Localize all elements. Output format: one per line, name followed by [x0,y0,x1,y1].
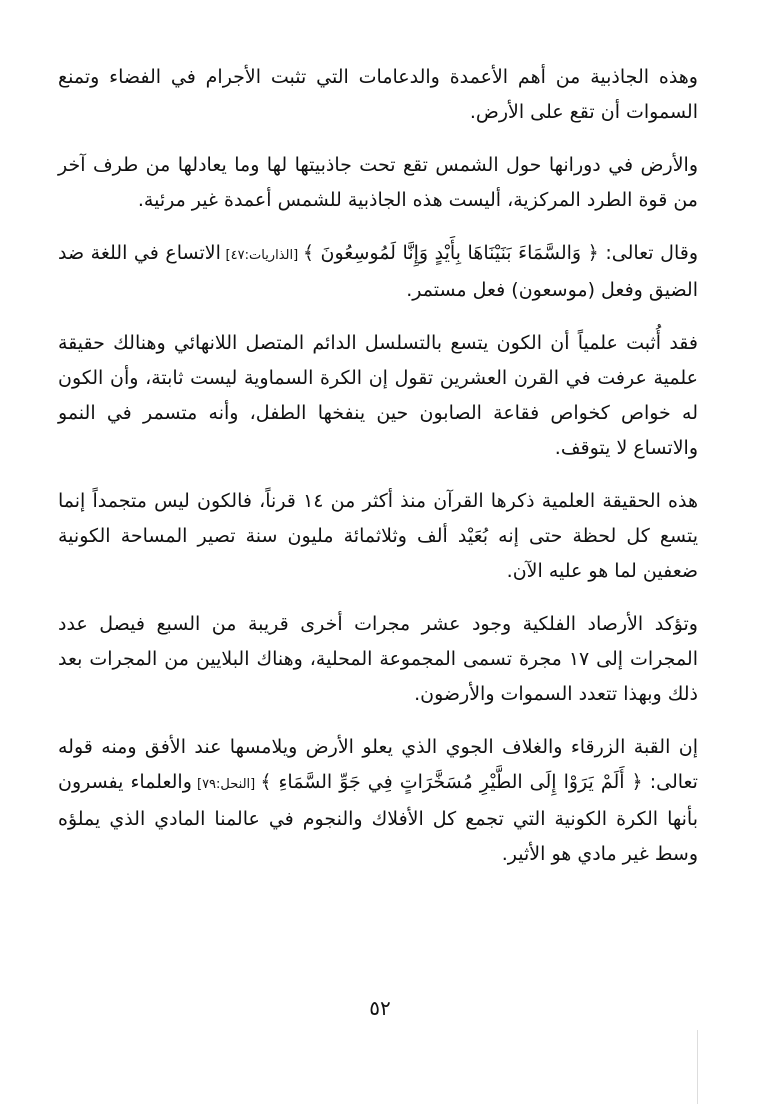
paragraph-blue-dome [58,730,698,872]
verse-reference-nahl: [النحل:٧٩] [191,777,261,792]
paragraph-galaxies: وتؤكد الأرصاد الفلكية وجود عشر مجرات أخرى قريبة من السبع فيصل عدد المجرات إلى ١٧ مجرة تسمى المجموعة المحلية، وهناك البلايين من المجرات بعد ذلك وبهذا تتعدد السموات والأرضون. [58,613,698,705]
page-body [58,60,698,872]
paragraph-earth-orbit: والأرض في دورانها حول الشمس تقع تحت جاذبيتها لها وما يعادلها من طرف آخر من قوة الطرد المركزية، أليست هذه الجاذبية للشمس أعمدة غير مرئية. [58,154,698,211]
dome-text: إن القبة الزرقاء والغلاف الجوي الذي يعلو الأرض ويلامسها عند الأفق ومنه قوله تعالى: [58,736,698,793]
paragraph-scientific-proof: فقد أُثبت علمياً أن الكون يتسع بالتسلسل الدائم المتصل اللانهائي وهنالك حقيقة علمية عرفت في القرن العشرين تقول إن الكرة السماوية ليست ثابتة، وأن الكون له خواص كخواص فقاعة الصابون حين ينفخها الطفل، وأنه متسمر في النمو والاتساع لا يتوقف. [58,332,698,459]
quran-verse: ﴿ وَالسَّمَاءَ بَنَيْنَاهَا بِأَيْدٍ وَإِنَّا لَمُوسِعُونَ ﴾ [302,242,599,264]
quran-verse-birds: ﴿ أَلَمْ يَرَوْا إِلَى الطَّيْرِ مُسَخَّرَاتٍ فِي جَوِّ السَّمَاءِ ﴾ [260,771,643,793]
paragraph-gravity: وهذه الجاذبية من أهم الأعمدة والدعامات التي تثبت الأجرام في الفضاء وتمنع السموات أن تقع على الأرض. [58,66,698,123]
scan-edge-line [697,1030,698,1104]
paragraph-quran-fact: هذه الحقيقة العلمية ذكرها القرآن منذ أكثر من ١٤ قرناً، فالكون ليس متجمداً إنما يتسع كل لحظة حتى إنه بُعَيْد ألف وثلاثمائة مليون سنة تصير المساحة الكونية ضعفين لما هو عليه الآن. [58,490,698,582]
verse-reference: [الذاريات:٤٧] [220,248,303,263]
verse-commentary: الاتساع في اللغة ضد الضيق وفعل (موسعون) فعل مستمر. [58,242,698,301]
page-number: ٥٢ [369,996,391,1020]
paragraph-expansion-verse [58,236,698,308]
ether-commentary: والعلماء يفسرون بأنها الكرة الكونية التي تجمع كل الأفلاك والنجوم في عالمنا المادي الذي يملؤه وسط غير مادي هو الأثير. [58,771,698,865]
verse-intro: وقال تعالى: [598,242,699,264]
